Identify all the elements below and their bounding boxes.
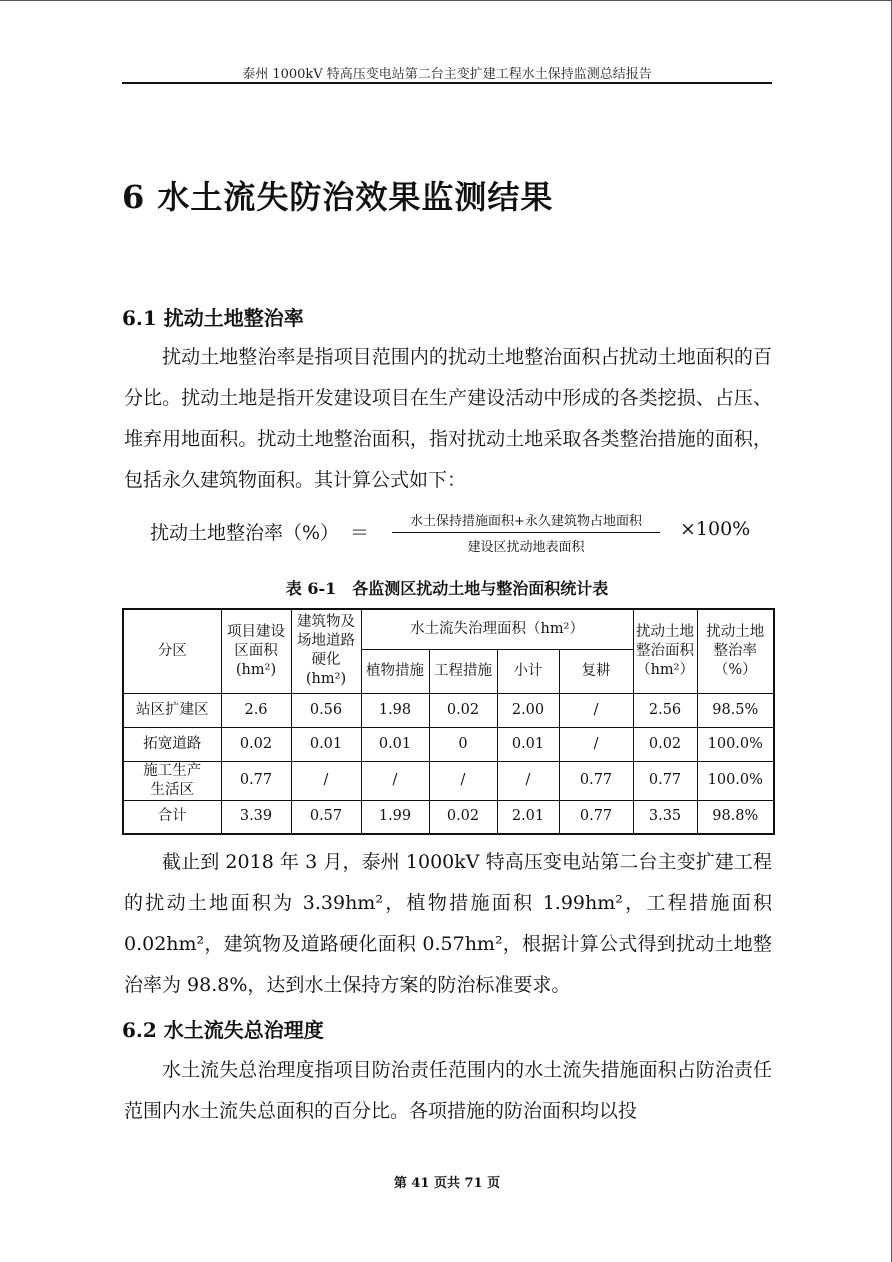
table-cell: / (559, 727, 633, 761)
table-cell: 0.57 (291, 800, 361, 834)
table-cell: / (361, 761, 429, 800)
table-cell: 98.8% (697, 800, 774, 834)
section-6-1-paragraph: 扰动土地整治率是指项目范围内的扰动土地整治面积占扰动土地面积的百分比。扰动土地是指开发建设项目在生产建设活动中形成的各类挖损、占压、堆弃用地面积。扰动土地整治面积，指对扰动土地采取各类整治措施的面积，包括永久建筑物面积。其计算公式如下： (124, 346, 772, 491)
header-subtotal: 小计 (497, 649, 559, 693)
statistics-table (122, 608, 775, 835)
table-cell: 0.01 (291, 727, 361, 761)
table-cell: 1.98 (361, 693, 429, 727)
header-rule (122, 82, 772, 84)
table-cell: 3.39 (221, 800, 291, 834)
formula-label: 扰动土地整治率（%） (150, 522, 340, 544)
table-row (123, 727, 774, 761)
table-cell: 1.99 (361, 800, 429, 834)
formula-equals: ＝ (350, 522, 370, 544)
table-cell: 0.77 (559, 800, 633, 834)
table-row (123, 693, 774, 727)
table-caption: 表 6-1 各监测区扰动土地与整治面积统计表 (285, 579, 609, 598)
table-cell: 2.00 (497, 693, 559, 727)
header-vegetation: 植物措施 (361, 649, 429, 693)
table-cell: 0 (429, 727, 497, 761)
table-cell: 0.02 (633, 727, 697, 761)
table-cell: 2.56 (633, 693, 697, 727)
table-header-row (123, 609, 774, 649)
formula-multiplier: ×100% (680, 518, 751, 540)
table-cell: 0.02 (221, 727, 291, 761)
table-cell: 0.56 (291, 693, 361, 727)
conclusion-paragraph: 截止到 2018 年 3 月，泰州 1000kV 特高压变电站第二台主变扩建工程的扰动土地面积为 3.39hm²，植物措施面积 1.99hm²，工程措施面积 0.02hm²，建筑物及道路硬化面积 0.57hm²，根据计算公式得到扰动土地整治率为 98.8%，达到水土保持方案的防治标准要求。 (124, 851, 772, 996)
formula-numerator: 水土保持措施面积+永久建筑物占地面积 (392, 510, 660, 533)
table-cell: 2.01 (497, 800, 559, 834)
header-building-area: 建筑物及场地道路硬化(hm²) (291, 609, 361, 693)
section-title-6-1: 6.1 扰动土地整治率 (122, 306, 304, 330)
table-cell: 施工生产生活区 (123, 761, 221, 800)
page-number: 第 41 页共 71 页 (393, 1176, 501, 1191)
table-cell: 0.77 (633, 761, 697, 800)
formula-fraction (392, 510, 660, 555)
chapter-title: 6 水土流失防治效果监测结果 (122, 178, 554, 216)
table-cell: 2.6 (221, 693, 291, 727)
header-engineering: 工程措施 (429, 649, 497, 693)
header-treatment-group: 水土流失治理面积（hm²） (361, 609, 633, 649)
header-disturbed-treated: 扰动土地整治面积（hm²） (633, 609, 697, 693)
table-cell: 0.77 (221, 761, 291, 800)
table-cell: 0.01 (497, 727, 559, 761)
table-cell: / (559, 693, 633, 727)
conclusion-body (124, 842, 772, 1006)
table-cell: 0.02 (429, 693, 497, 727)
table-cell: 100.0% (697, 761, 774, 800)
section-6-1-body (124, 337, 772, 501)
section-6-2-paragraph: 水土流失总治理度指项目防治责任范围内的水土流失措施面积占防治责任范围内水土流失总面积的百分比。各项措施的防治面积均以投 (124, 1059, 772, 1122)
running-header: 泰州 1000kV 特高压变电站第二台主变扩建工程水土保持监测总结报告 (242, 67, 652, 82)
header-zone: 分区 (123, 609, 221, 693)
header-reclamation: 复耕 (559, 649, 633, 693)
table-cell: / (429, 761, 497, 800)
page-top-border (0, 0, 892, 1)
formula (150, 512, 770, 556)
table-cell: 合计 (123, 800, 221, 834)
table-row (123, 761, 774, 800)
section-title-6-2: 6.2 水土流失总治理度 (122, 1018, 324, 1042)
section-6-2-body (124, 1050, 772, 1132)
table-cell: 0.02 (429, 800, 497, 834)
table-cell: 0.77 (559, 761, 633, 800)
table-cell: 拓宽道路 (123, 727, 221, 761)
table-cell: 站区扩建区 (123, 693, 221, 727)
header-project-area: 项目建设区面积(hm²) (221, 609, 291, 693)
table-row (123, 800, 774, 834)
header-treatment-rate: 扰动土地整治率（%） (697, 609, 774, 693)
formula-denominator: 建设区扰动地表面积 (467, 540, 585, 555)
table-cell: / (497, 761, 559, 800)
table-cell: 100.0% (697, 727, 774, 761)
table-cell: 0.01 (361, 727, 429, 761)
table-cell: 98.5% (697, 693, 774, 727)
table-cell: / (291, 761, 361, 800)
table-cell: 3.35 (633, 800, 697, 834)
